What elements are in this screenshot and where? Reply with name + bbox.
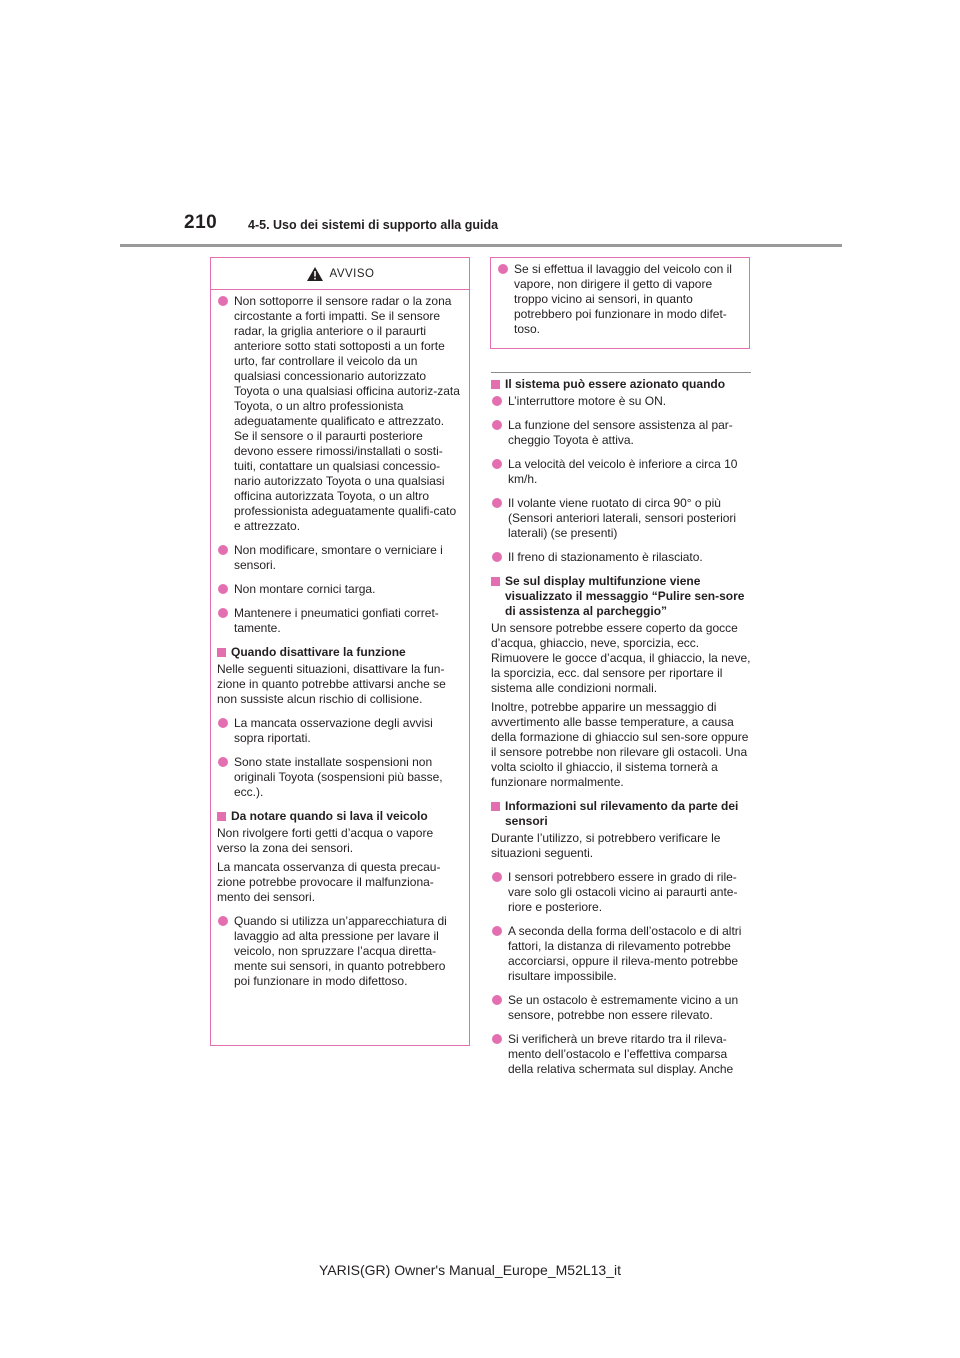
bullet-text: Si verificherà un breve ritardo tra il rileva-mento dell’ostacolo e l’effettiva comparsa della relativa schermata sul display. Anche — [508, 1032, 734, 1076]
bullet-item — [491, 924, 751, 984]
section-heading — [217, 809, 462, 824]
section-heading-text: Da notare quando si lava il veicolo — [231, 809, 428, 823]
header-rule — [120, 244, 842, 247]
bullet-dot-icon — [492, 926, 502, 936]
bullet-dot-icon — [218, 757, 228, 767]
bullet-text: Mantenere i pneumatici gonfiati corret-tamente. — [234, 606, 439, 635]
section-heading — [491, 574, 751, 619]
bullet-dot-icon — [218, 608, 228, 618]
bullet-dot-icon — [218, 916, 228, 926]
paragraph — [217, 826, 462, 856]
bullet-item — [217, 914, 462, 989]
paragraph — [491, 831, 751, 861]
bullet-item — [491, 496, 751, 541]
right-content — [491, 377, 751, 1077]
warning-header — [211, 258, 469, 290]
footer-text: YARIS(GR) Owner's Manual_Europe_M52L13_it — [319, 1262, 621, 1278]
right-column — [491, 372, 751, 1086]
notice-content — [491, 258, 749, 337]
bullet-dot-icon — [218, 296, 228, 306]
square-marker-icon — [491, 802, 500, 811]
section-rule — [491, 372, 751, 373]
bullet-text: La velocità del veicolo è inferiore a circa 10 km/h. — [508, 457, 738, 486]
bullet-item — [491, 870, 751, 915]
section-heading — [491, 799, 751, 829]
section-heading-text: Se sul display multifunzione viene visualizzato il messaggio “Pulire sen-sore di assistenza al parcheggio” — [505, 574, 745, 618]
bullet-item — [217, 543, 462, 573]
bullet-dot-icon — [492, 552, 502, 562]
paragraph-text: La mancata osservanza di questa precau-zione potrebbe provocare il malfunziona-mento dei sensori. — [217, 860, 441, 904]
bullet-item — [217, 716, 462, 746]
paragraph — [491, 700, 751, 790]
bullet-text: La funzione del sensore assistenza al par-cheggio Toyota è attiva. — [508, 418, 733, 447]
square-marker-icon — [491, 577, 500, 586]
bullet-dot-icon — [218, 584, 228, 594]
bullet-dot-icon — [492, 498, 502, 508]
bullet-text: La mancata osservazione degli avvisi sopra riportati. — [234, 716, 433, 745]
bullet-text: A seconda della forma dell’ostacolo e di altri fattori, la distanza di rilevamento potrebbe accorciarsi, oppure il rileva-mento potrebbe risultare impossibile. — [508, 924, 742, 983]
bullet-dot-icon — [492, 995, 502, 1005]
bullet-dot-icon — [492, 1034, 502, 1044]
warning-label: AVVISO — [329, 267, 375, 280]
bullet-text: I sensori potrebbero essere in grado di rile-vare solo gli ostacoli vicino ai paraurti ante-riore e posteriore. — [508, 870, 738, 914]
bullet-dot-icon — [492, 459, 502, 469]
section-heading-text: Quando disattivare la funzione — [231, 645, 406, 659]
bullet-text: Se si effettua il lavaggio del veicolo con il vapore, non dirigere il getto di vapore troppo vicino ai sensori, in quanto potrebbero poi funzionare in modo difet-toso. — [514, 262, 732, 336]
bullet-item — [491, 394, 751, 409]
bullet-item — [497, 262, 742, 337]
paragraph-text: Inoltre, potrebbe apparire un messaggio di avvertimento alle basse temperature, a causa della formazione di ghiaccio sul sen-sore oppure il sensore potrebbe non rilevare gli ostacoli. Una volta sciolto il ghiaccio, il sistema tornerà a funzionare normalmente. — [491, 700, 749, 789]
paragraph — [217, 662, 462, 707]
paragraph-text: Non rivolgere forti getti d’acqua o vapore verso la zona dei sensori. — [217, 826, 434, 855]
section-heading — [217, 645, 462, 660]
bullet-item — [491, 418, 751, 448]
square-marker-icon — [217, 812, 226, 821]
bullet-text: Non montare cornici targa. — [234, 582, 376, 596]
bullet-text: Quando si utilizza un’apparecchiatura di lavaggio ad alta pressione per lavare il veicolo, non spruzzare l’acqua diretta-mente sui sensori, in quanto potrebbero poi funzionare in modo difettoso. — [234, 914, 447, 988]
bullet-text: Il volante viene ruotato di circa 90° o più (Sensori anteriori laterali, sensori posteriori laterali) (se presenti) — [508, 496, 737, 540]
bullet-dot-icon — [492, 420, 502, 430]
section-heading-text: Informazioni sul rilevamento da parte dei sensori — [505, 799, 739, 828]
bullet-item — [491, 1032, 751, 1077]
bullet-text: Non modificare, smontare o verniciare i sensori. — [234, 543, 443, 572]
page-number: 210 — [184, 212, 218, 233]
bullet-item — [217, 582, 462, 597]
bullet-item — [491, 457, 751, 487]
bullet-text: Non sottoporre il sensore radar o la zona circostante a forti impatti. Se il sensore radar, la griglia anteriore o il paraurti anteriore sotto stati sottoposti a un forte urto, far controllare il veicolo da un qualsiasi concessionario autorizzato Toyota o una qualsiasi officina autoriz-zata Toyota, o un altro professionista adeguatamente qualificato e attrezzato. Se il sensore o il paraurti posteriore devono essere rimossi/installati o sosti-tuiti, contattare un qualsiasi concessio-nario autorizzato Toyota o una qualsiasi officina autorizzata Toyota, o un altro professionista adeguatamente qualifi-cato e attrezzato. — [234, 294, 460, 533]
bullet-item — [217, 294, 462, 534]
square-marker-icon — [491, 380, 500, 389]
warning-box — [210, 257, 470, 1046]
bullet-text: Il freno di stazionamento è rilasciato. — [508, 550, 703, 564]
warning-triangle-icon — [306, 266, 324, 282]
bullet-dot-icon — [218, 718, 228, 728]
bullet-item — [217, 755, 462, 800]
bullet-text: L’interruttore motore è su ON. — [508, 394, 667, 408]
bullet-dot-icon — [492, 396, 502, 406]
chapter-title: 4-5. Uso dei sistemi di supporto alla guida — [248, 218, 499, 232]
square-marker-icon — [217, 648, 226, 657]
bullet-text: Se un ostacolo è estremamente vicino a un sensore, potrebbe non essere rilevato. — [508, 993, 739, 1022]
bullet-dot-icon — [498, 264, 508, 274]
bullet-item — [491, 550, 751, 565]
paragraph — [217, 860, 462, 905]
bullet-item — [217, 606, 462, 636]
paragraph — [491, 621, 751, 696]
warning-content — [211, 290, 469, 989]
paragraph-text: Durante l’utilizzo, si potrebbero verificare le situazioni seguenti. — [491, 831, 721, 860]
notice-box — [490, 257, 750, 349]
bullet-dot-icon — [492, 872, 502, 882]
bullet-item — [491, 993, 751, 1023]
section-heading — [491, 377, 751, 392]
paragraph-text: Un sensore potrebbe essere coperto da gocce d’acqua, ghiaccio, neve, sporcizia, ecc. Rimuovere le gocce d’acqua, il ghiaccio, la neve, la sporcizia, ecc. dal sensore per riportare il sistema alle condizioni normali. — [491, 621, 751, 695]
bullet-text: Sono state installate sospensioni non originali Toyota (sospensioni più basse, ecc.). — [234, 755, 443, 799]
bullet-dot-icon — [218, 545, 228, 555]
section-heading-text: Il sistema può essere azionato quando — [505, 377, 726, 391]
paragraph-text: Nelle seguenti situazioni, disattivare la fun-zione in quanto potrebbe attivarsi anche se non sussiste alcun rischio di collisione. — [217, 662, 446, 706]
